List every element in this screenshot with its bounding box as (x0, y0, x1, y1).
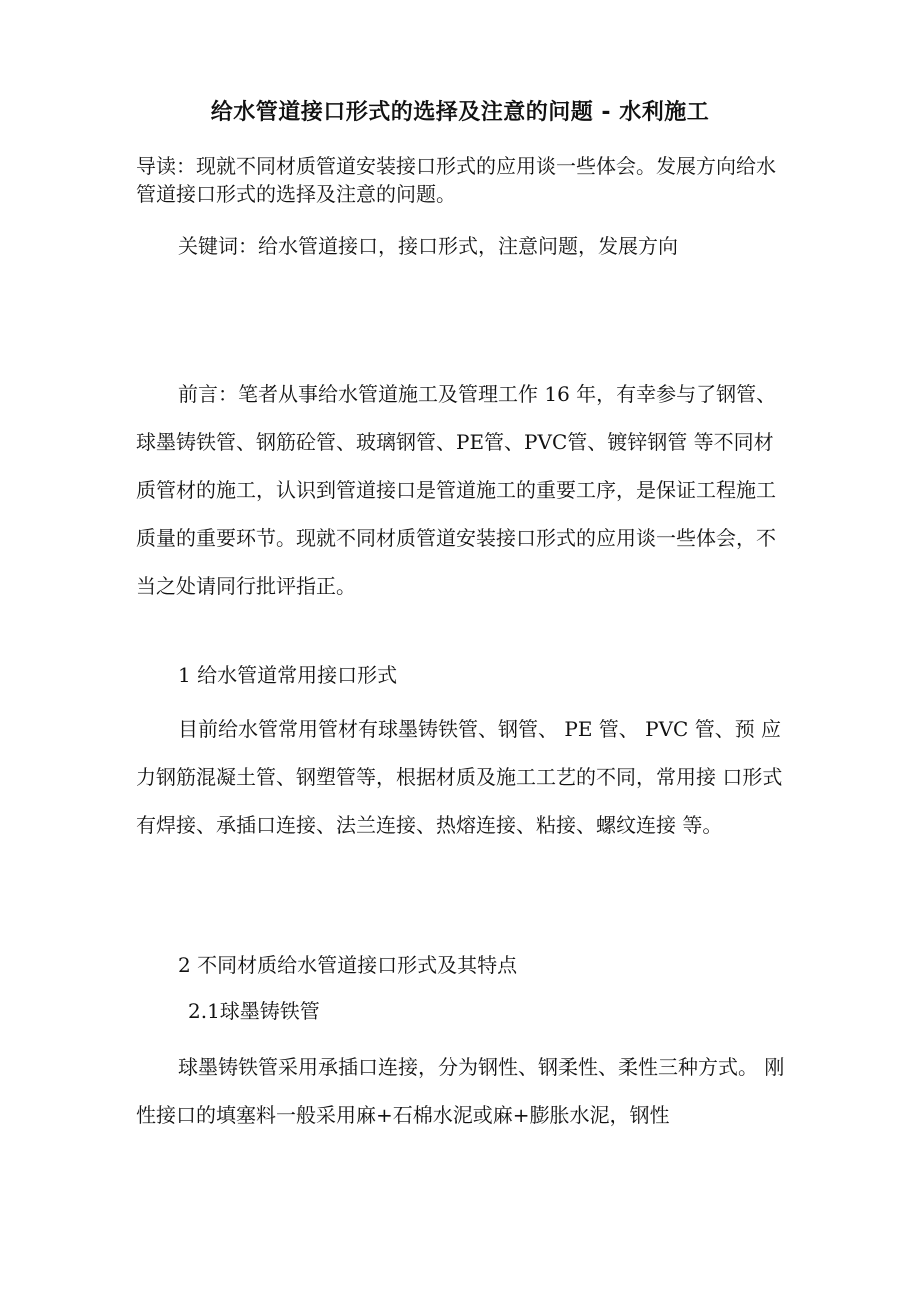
preface-paragraph: 前言：笔者从事给水管道施工及管理工作 16 年，有幸参与了钢管、球墨铸铁管、钢筋砼管、玻璃钢管、PE管、PVC管、镀锌钢管 等不同材质管材的施工，认识到管道接口是管道施工的重要工序，是保证工程施工质量的重要环节。现就不同材质管道安装接口形式的应用谈一些体会，不当之处请同行批评指正。 (136, 382, 777, 598)
keywords-paragraph: 关键词：给水管道接口，接口形式，注意问题，发展方向 (178, 234, 678, 258)
section-2-heading: 2 不同材质给水管道接口形式及其特点 (178, 953, 518, 977)
abstract-paragraph: 导读：现就不同材质管道安装接口形式的应用谈一些体会。发展方向给水管道接口形式的选择及注意的问题。 (136, 154, 776, 206)
section-1-heading: 1 给水管道常用接口形式 (178, 663, 398, 687)
document-title: 给水管道接口形式的选择及注意的问题 - 水利施工 (210, 100, 710, 125)
section-2-1-heading: 2.1球墨铸铁管 (188, 999, 320, 1023)
section-1-body: 目前给水管常用管材有球墨铸铁管、钢管、 PE 管、 PVC 管、预 应力钢筋混凝土管、钢塑管等，根据材质及施工工艺的不同，常用接 口形式有焊接、承插口连接、法兰连接、热熔连接、粘接、螺纹连接 等。 (136, 717, 783, 837)
section-2-1-body: 球墨铸铁管采用承插口连接，分为钢性、钢柔性、柔性三种方式。 刚性接口的填塞料一般采用麻+石棉水泥或麻+膨胀水泥，钢性 (136, 1055, 785, 1127)
